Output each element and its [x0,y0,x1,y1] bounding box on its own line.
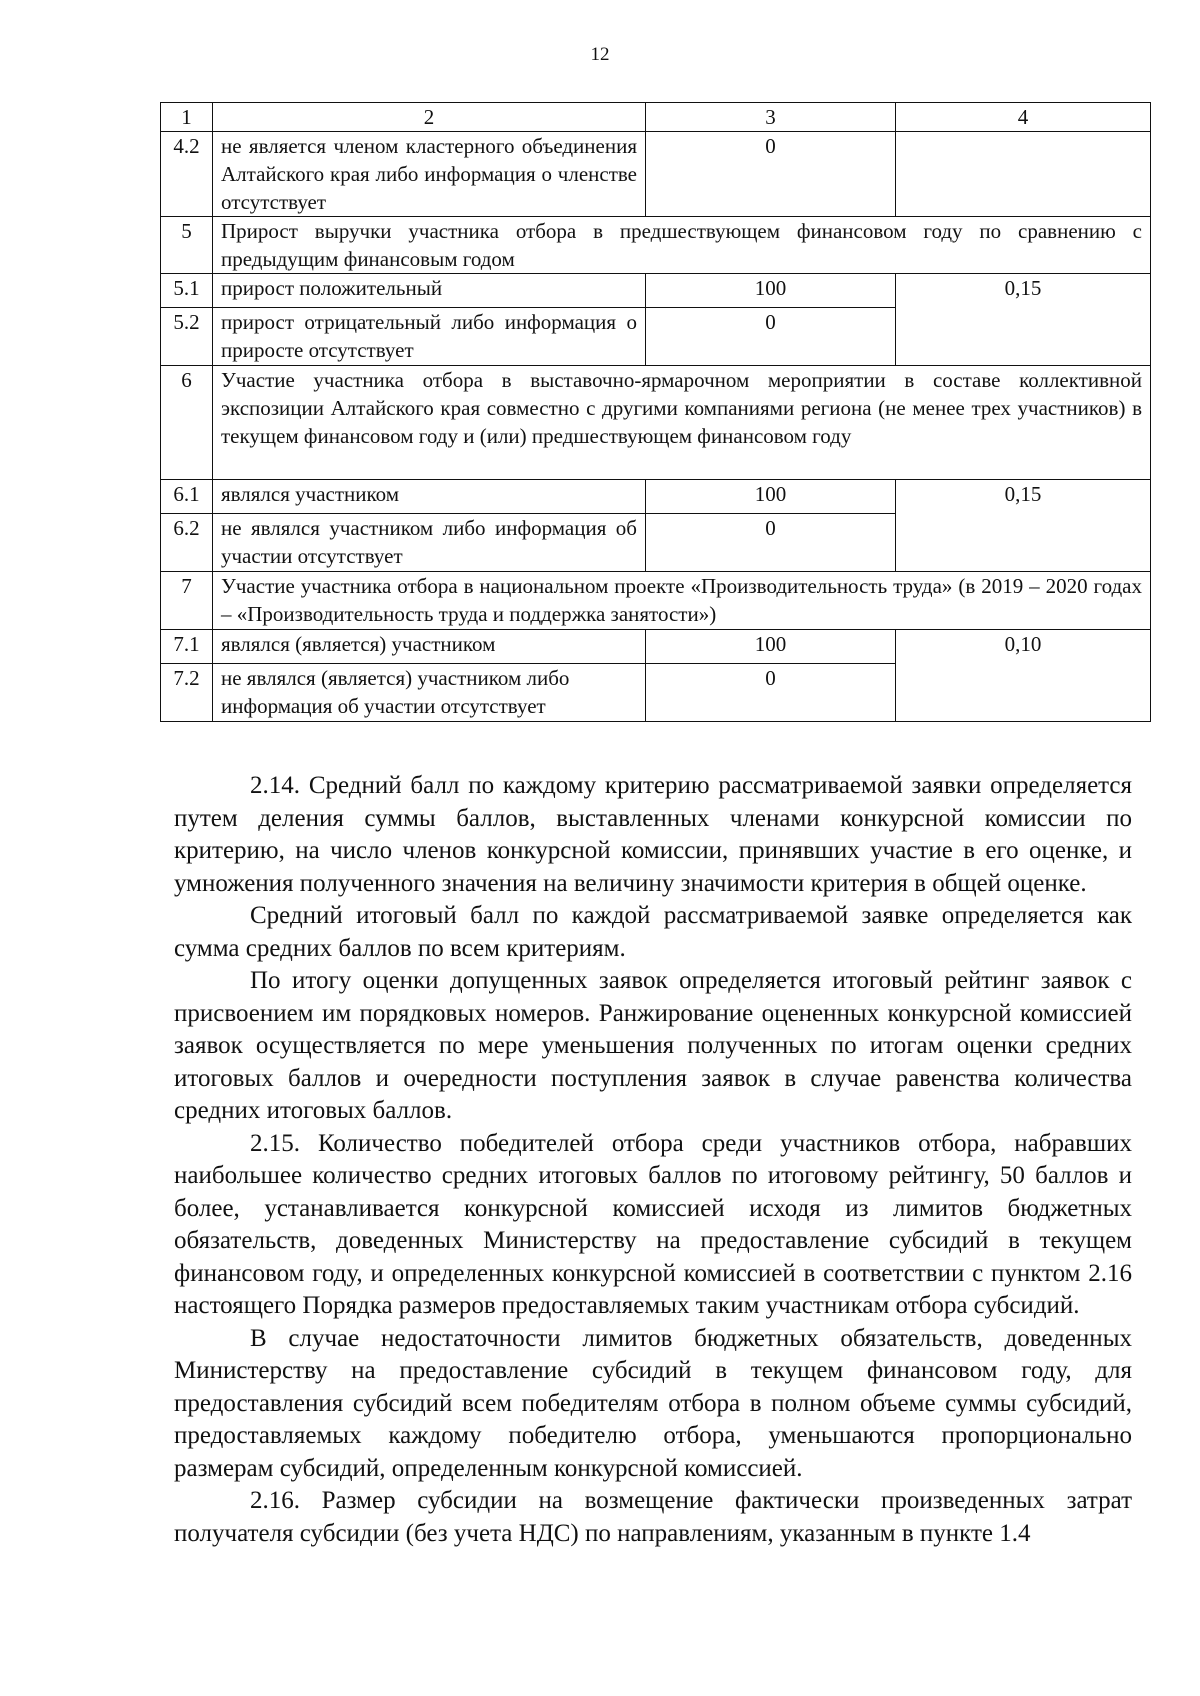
body-text [174,770,1132,1550]
row-number: 6.1 [161,480,213,514]
table-row [161,630,1151,664]
criterion-text: не является членом кластерного объединения Алтайского края либо информация о членстве отсутствует [213,132,646,217]
header-cell: 3 [646,103,896,132]
criterion-text: являлся (является) участником [213,630,646,664]
score-cell: 0 [646,514,896,572]
criterion-heading: Прирост выручки участника отбора в предшествующем финансовом году по сравнению с предыдущим финансовым годом [213,217,1151,274]
row-number: 5 [161,217,213,274]
score-cell: 100 [646,630,896,664]
table-header-row [161,103,1151,132]
page-number: 12 [590,44,610,65]
row-number: 5.1 [161,274,213,308]
criterion-heading: Участие участника отбора в национальном проекте «Производительность труда» (в 2019 – 2020 годах – «Производительность труда и поддержка занятости») [213,572,1151,630]
weight-cell: 0,15 [896,480,1151,572]
row-number: 7.2 [161,664,213,722]
row-number: 6.2 [161,514,213,572]
criterion-text: не являлся участником либо информация об участии отсутствует [213,514,646,572]
row-number: 7 [161,572,213,630]
score-cell: 100 [646,274,896,308]
criterion-text: являлся участником [213,480,646,514]
paragraph-2-14: 2.14. Средний балл по каждому критерию рассматриваемой заявки определяется путем деления суммы баллов, выставленных членами конкурсной комиссии по критерию, на число членов конкурсной комиссии, принявших участие в его оценке, и умножения полученного значения на величину значимости критерия в общей оценке. [174,772,1132,897]
table-row [161,480,1151,514]
table-row [161,132,1151,217]
row-number: 5.2 [161,308,213,366]
paragraph-2-16: 2.16. Размер субсидии на возмещение фактически произведенных затрат получателя субсидии (без учета НДС) по направлениям, указанным в пункте 1.4 [174,1487,1132,1547]
criterion-text: прирост отрицательный либо информация о приросте отсутствует [213,308,646,366]
row-number: 4.2 [161,132,213,217]
score-cell: 0 [646,132,896,217]
row-number: 6 [161,366,213,480]
table-row [161,274,1151,308]
weight-cell [896,132,1151,217]
table-row [161,366,1151,480]
table-row [161,217,1151,274]
score-cell: 0 [646,664,896,722]
weight-cell: 0,15 [896,274,1151,366]
header-cell: 4 [896,103,1151,132]
criteria-table [160,102,1151,722]
paragraph: По итогу оценки допущенных заявок определяется итоговый рейтинг заявок с присвоением им порядковых номеров. Ранжирование оцененных конкурсной комиссией заявок осуществляется по мере уменьшения полученных по итогам оценки средних итоговых баллов и очередности поступления заявок в случае равенства количества средних итоговых баллов. [174,967,1132,1124]
header-cell: 1 [161,103,213,132]
paragraph: Средний итоговый балл по каждой рассматриваемой заявке определяется как сумма средних баллов по всем критериям. [174,902,1132,962]
weight-cell: 0,10 [896,630,1151,722]
criterion-text: прирост положительный [213,274,646,308]
criterion-heading: Участие участника отбора в выставочно-ярмарочном мероприятии в составе коллективной экспозиции Алтайского края совместно с другими компаниями региона (не менее трех участников) в текущем финансовом году и (или) предшествующем финансовом году [213,366,1151,480]
score-cell: 100 [646,480,896,514]
paragraph: В случае недостаточности лимитов бюджетных обязательств, доведенных Министерству на предоставление субсидий в текущем финансовом году, для предоставления субсидий всем победителям отбора в полном объеме суммы субсидий, предоставляемых каждому победителю отбора, уменьшаются пропорционально размерам субсидий, определенным конкурсной комиссией. [174,1324,1132,1482]
table-row [161,572,1151,630]
score-cell: 0 [646,308,896,366]
paragraph-2-15: 2.15. Количество победителей отбора среди участников отбора, набравших наибольшее количество средних итоговых баллов по итоговому рейтингу, 50 баллов и более, устанавливается конкурсной комиссией исходя из лимитов бюджетных обязательств, доведенных Министерству на предоставление субсидий в текущем финансовом году, и определенных конкурсной комиссией в соответствии с пунктом 2.16 настоящего Порядка размеров предоставляемых таким участникам отбора субсидий. [174,1129,1132,1319]
header-cell: 2 [213,103,646,132]
row-number: 7.1 [161,630,213,664]
criterion-text: не являлся (является) участником либо информация об участии отсутствует [213,664,646,722]
